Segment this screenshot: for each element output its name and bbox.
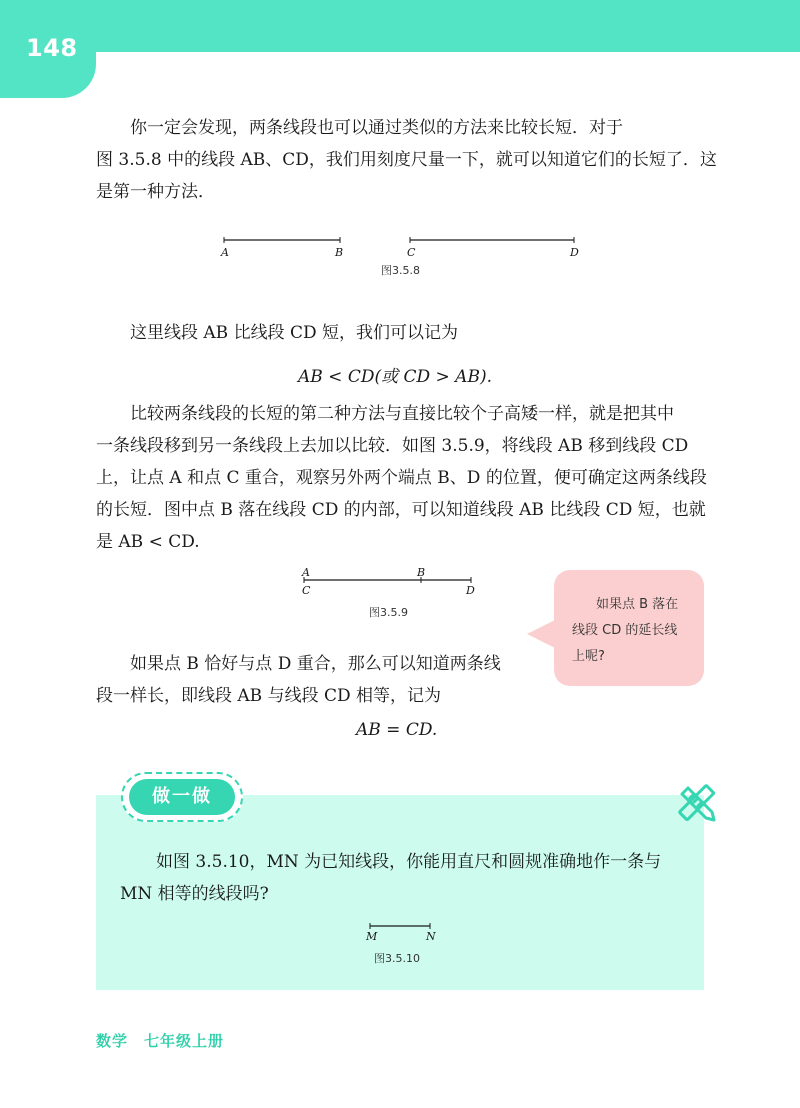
ruler-pencil-icon	[676, 782, 718, 824]
bubble-tail	[527, 620, 555, 648]
label-a: A	[221, 246, 229, 259]
figure-3-5-8	[210, 228, 590, 262]
label-a: A	[302, 566, 310, 579]
bubble-line: 如果点 B 落在	[596, 597, 679, 612]
label-m: M	[366, 930, 378, 943]
header-bar	[0, 0, 800, 52]
figure-caption: 图3.5.10	[374, 952, 420, 965]
label-d: D	[570, 246, 579, 259]
figure-3-5-9	[296, 566, 486, 600]
paragraph-line: MN 相等的线段吗?	[120, 884, 269, 904]
paragraph-line: 如果点 B 恰好与点 D 重合，那么可以知道两条线	[130, 654, 501, 674]
paragraph-line: 图 3.5.8 中的线段 AB、CD，我们用刻度尺量一下，就可以知道它们的长短了．这	[96, 150, 717, 170]
label-n: N	[426, 930, 436, 943]
hint-bubble-text	[572, 592, 700, 670]
paragraph-comparison	[130, 317, 458, 349]
paragraph-line: 是第一种方法．	[96, 182, 215, 202]
paragraph-intro	[96, 112, 717, 208]
footer-book-title: 数学 七年级上册	[96, 1032, 225, 1050]
paragraph-line: 比较两条线段的长短的第二种方法与直接比较个子高矮一样，就是把其中	[130, 404, 674, 424]
figure-3-5-10	[362, 918, 442, 946]
figure-caption: 图3.5.8	[381, 264, 420, 277]
label-b: B	[417, 566, 426, 579]
label-d: D	[466, 584, 475, 597]
page-number: 148	[26, 34, 78, 62]
activity-title: 做一做	[129, 779, 235, 815]
page-tab	[0, 0, 96, 98]
bubble-line: 线段 CD 的延长线	[572, 623, 678, 638]
paragraph-line: 这里线段 AB 比线段 CD 短，我们可以记为	[130, 323, 459, 343]
figure-caption: 图3.5.9	[369, 606, 408, 619]
paragraph-line: 段一样长，即线段 AB 与线段 CD 相等，记为	[96, 686, 442, 706]
label-c: C	[302, 584, 311, 597]
activity-title-badge	[121, 772, 243, 822]
label-b: B	[335, 246, 344, 259]
formula-ab-eq-cd: AB = CD.	[356, 720, 438, 740]
formula-ab-lt-cd: AB < CD(或 CD > AB).	[298, 367, 492, 387]
paragraph-line: 上，让点 A 和点 C 重合，观察另外两个端点 B、D 的位置，便可确定这两条线段	[96, 468, 707, 488]
paragraph-line: 如图 3.5.10，MN 为已知线段，你能用直尺和圆规准确地作一条与	[156, 852, 662, 872]
label-c: C	[407, 246, 416, 259]
paragraph-line: 是 AB < CD.	[96, 532, 200, 552]
paragraph-line: 一条线段移到另一条线段上去加以比较．如图 3.5.9，将线段 AB 移到线段 CD	[96, 436, 689, 456]
paragraph-line: 你一定会发现，两条线段也可以通过类似的方法来比较长短．对于	[130, 118, 623, 138]
paragraph-equal	[96, 648, 501, 712]
paragraph-second-method	[96, 398, 710, 558]
paragraph-line: 的长短．图中点 B 落在线段 CD 的内部，可以知道线段 AB 比线段 CD 短，也就	[96, 500, 706, 520]
activity-question	[120, 846, 700, 910]
bubble-line: 上呢?	[572, 649, 605, 664]
